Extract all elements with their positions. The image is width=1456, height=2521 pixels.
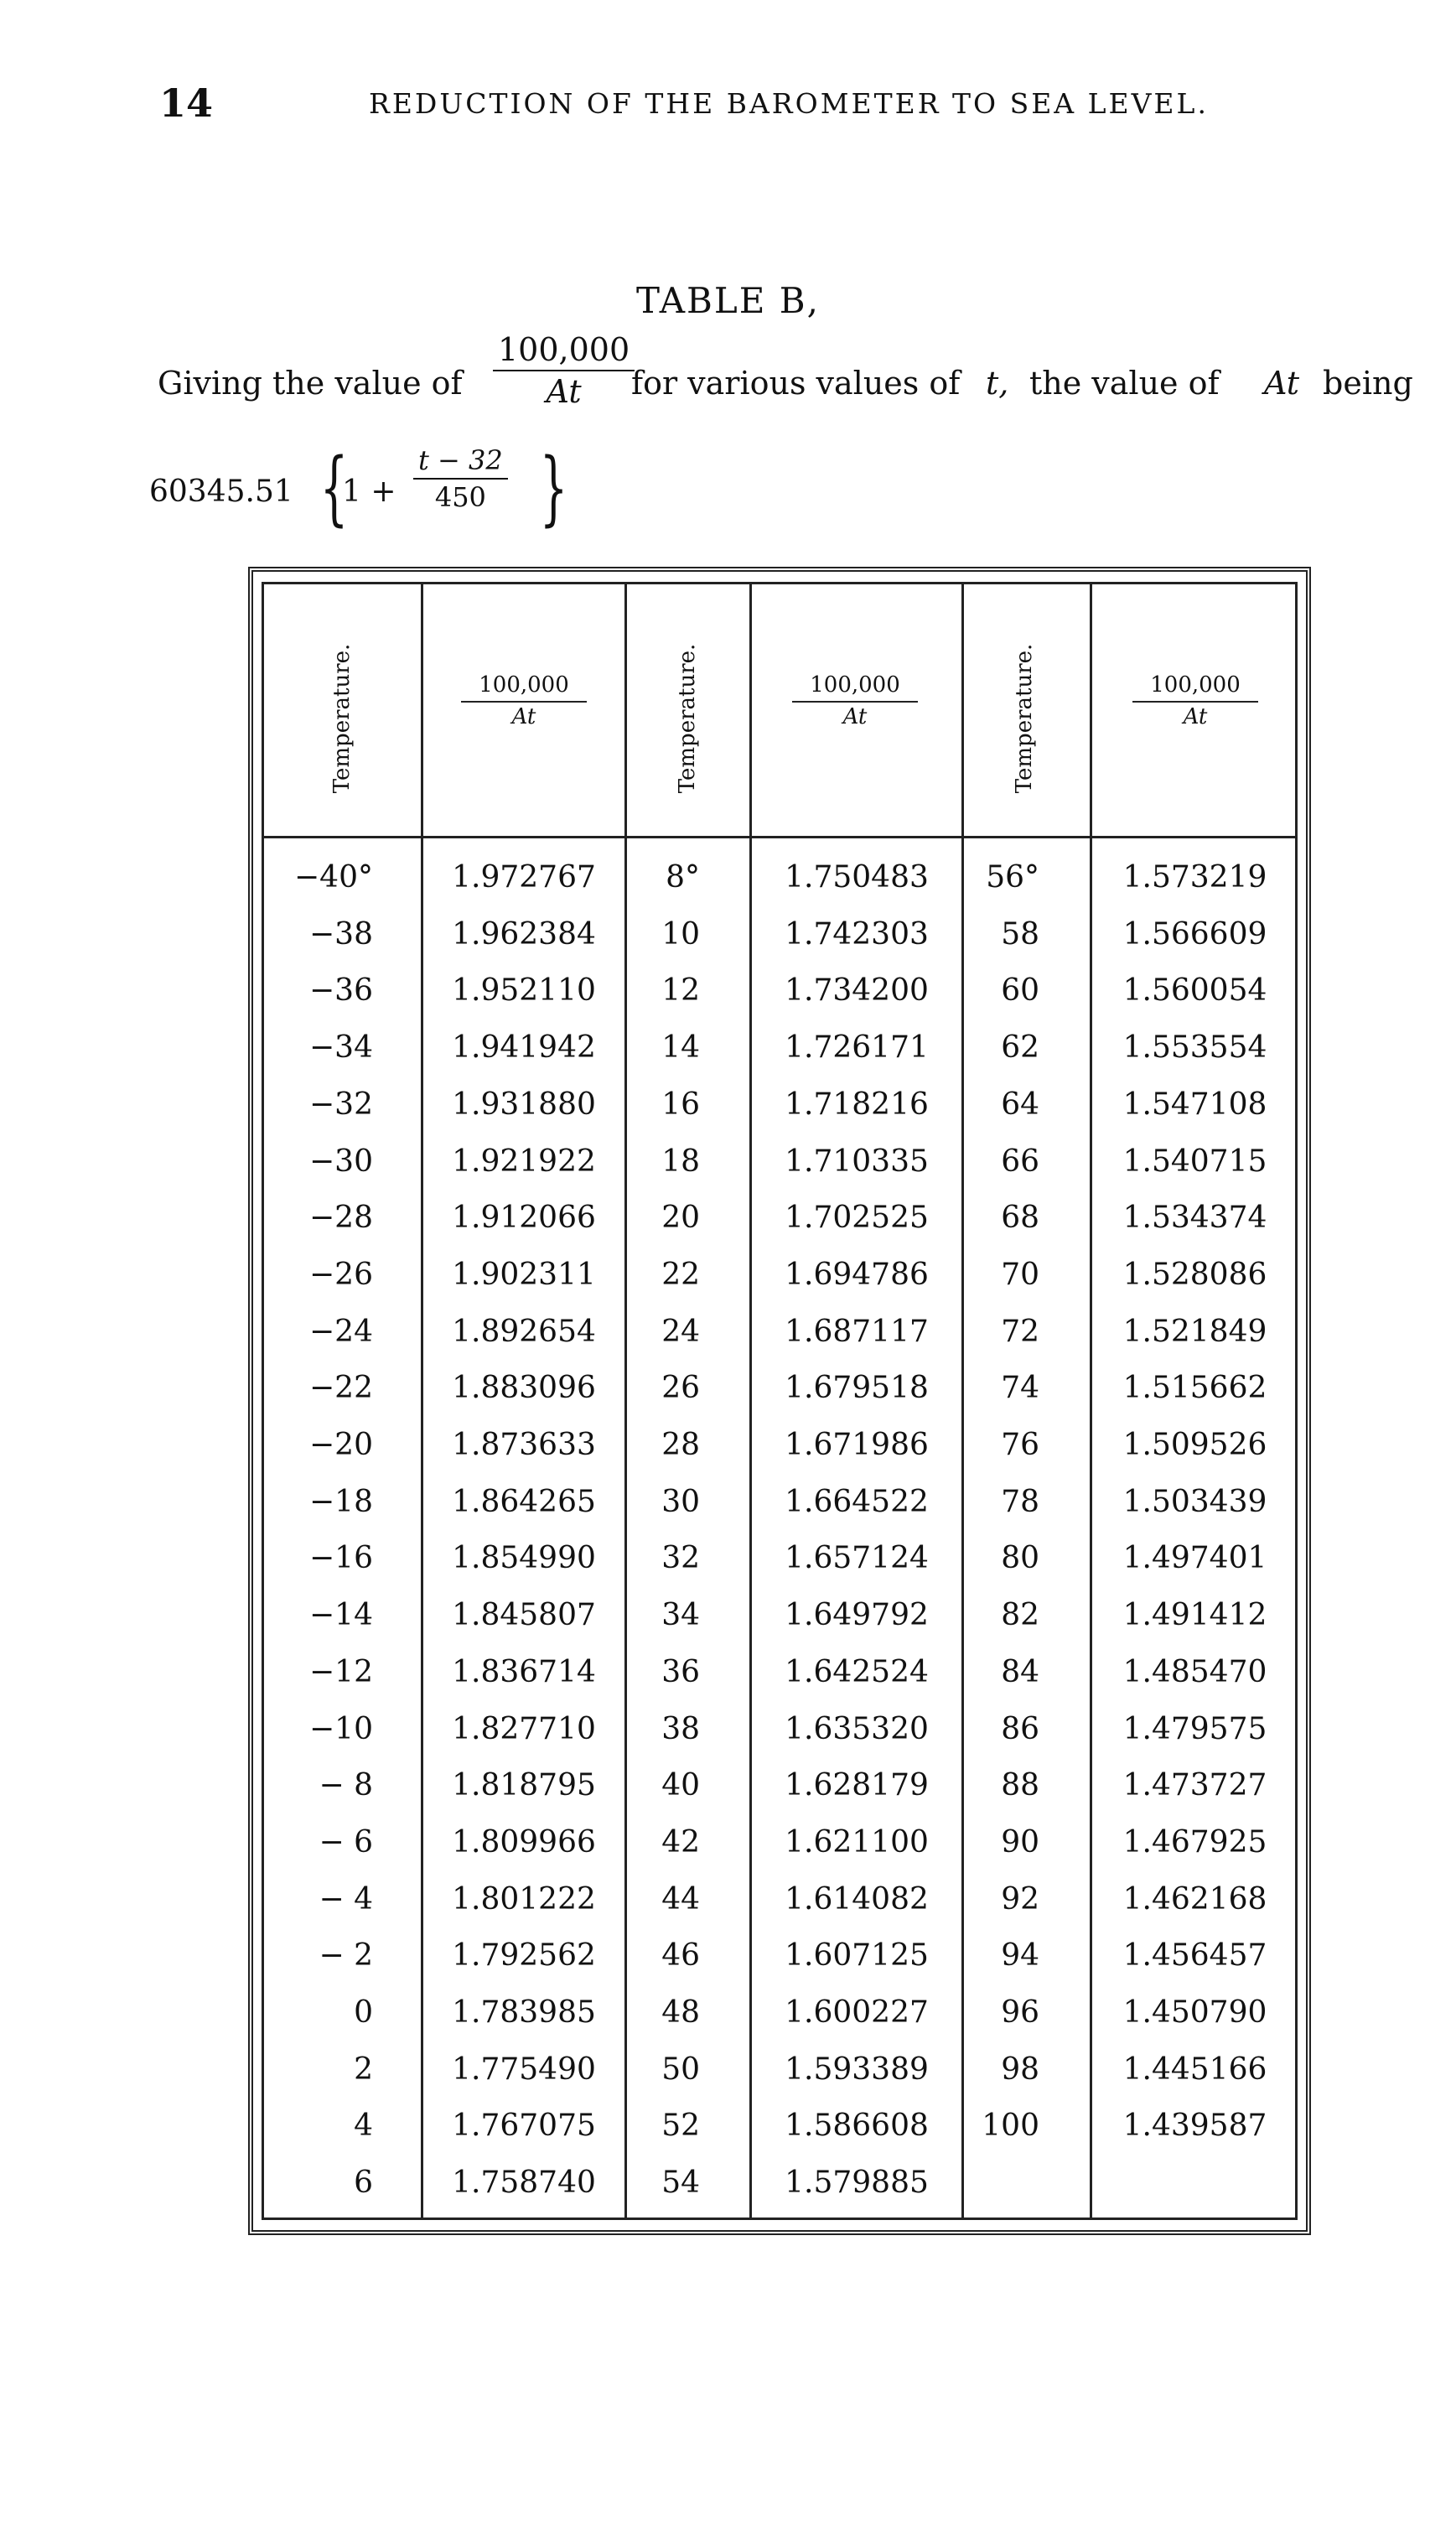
temperature-cell: −16: [309, 1541, 373, 1576]
value-header-denominator: At: [511, 704, 536, 729]
value-cell: 1.607125: [785, 1938, 929, 1974]
temperature-cell: −36: [309, 973, 373, 1009]
value-cell: 1.473727: [1122, 1768, 1267, 1803]
temperature-cell: 12: [661, 973, 700, 1009]
temperature-cell: 72: [1001, 1314, 1039, 1349]
intro-fraction-denominator: At: [546, 373, 582, 410]
value-header: [792, 672, 918, 729]
value-cell: 1.734200: [785, 973, 929, 1009]
temperature-cell: 100: [982, 2109, 1039, 2144]
temperature-cell: 88: [1001, 1768, 1039, 1803]
value-cell: 1.664522: [785, 1484, 929, 1519]
value-cell: 1.750483: [785, 860, 929, 895]
value-cell: 1.534374: [1122, 1201, 1267, 1236]
temperature-cell: 34: [661, 1598, 700, 1633]
temperature-cell: 70: [1001, 1257, 1039, 1292]
value-header-denominator: At: [1183, 704, 1208, 729]
value-cell: 1.827710: [452, 1711, 596, 1746]
temperature-cell: 66: [1001, 1144, 1039, 1179]
intro-being: being: [1323, 365, 1413, 402]
value-cell: 1.902311: [452, 1257, 596, 1292]
temperature-header: [999, 618, 1049, 819]
value-cell: 1.649792: [785, 1598, 929, 1633]
value-cell: 1.931880: [452, 1087, 596, 1122]
table-frame: [248, 567, 1311, 2235]
intro-the-value-of: the value of: [1029, 365, 1220, 402]
value-header-numerator: 100,000: [1150, 672, 1241, 698]
value-cell: 1.614082: [785, 1881, 929, 1917]
temperature-cell: 40: [661, 1768, 700, 1803]
value-cell: 1.515662: [1122, 1371, 1267, 1406]
temperature-cell: −14: [309, 1598, 373, 1633]
temperature-cell: 28: [661, 1428, 700, 1462]
value-cell: 1.783985: [452, 1995, 596, 2030]
value-cell: 1.801222: [452, 1881, 596, 1917]
temperature-cell: 32: [661, 1541, 700, 1576]
temperature-cell: 2: [354, 2052, 373, 2087]
temperature-cell: 94: [1001, 1938, 1039, 1974]
temperature-cell: 30: [661, 1484, 700, 1519]
value-cell: 1.710335: [785, 1144, 929, 1179]
value-cell: 1.718216: [785, 1087, 929, 1122]
page-number: 14: [159, 80, 214, 126]
value-cell: 1.497401: [1122, 1541, 1267, 1576]
header-rule: [264, 836, 1295, 838]
value-cell: 1.450790: [1122, 1995, 1267, 2030]
value-cell: 1.485470: [1122, 1654, 1267, 1689]
value-cell: 1.836714: [452, 1654, 596, 1689]
temperature-header-label: Temperature.: [675, 643, 700, 794]
value-cell: 1.921922: [452, 1144, 596, 1179]
temperature-header: [317, 618, 367, 819]
temperature-cell: 36: [661, 1654, 700, 1689]
temperature-cell: −10: [309, 1711, 373, 1746]
temperature-cell: −30: [309, 1144, 373, 1179]
temperature-cell: 50: [661, 2052, 700, 2087]
value-cell: 1.767075: [452, 2109, 596, 2144]
value-cell: 1.892654: [452, 1314, 596, 1349]
formula-constant: 60345.51: [149, 475, 293, 509]
temperature-cell: 4: [354, 2109, 373, 2144]
value-cell: 1.912066: [452, 1201, 596, 1236]
temperature-cell: 26: [661, 1371, 700, 1406]
value-cell: 1.467925: [1122, 1824, 1267, 1860]
temperature-cell: 64: [1001, 1087, 1039, 1122]
value-cell: 1.628179: [785, 1768, 929, 1803]
temperature-cell: 84: [1001, 1654, 1039, 1689]
value-cell: 1.593389: [785, 2052, 929, 2087]
value-cell: 1.521849: [1122, 1314, 1267, 1349]
intro-fraction-numerator: 100,000: [498, 331, 630, 368]
intro-sentence: [149, 331, 1413, 440]
value-cell: 1.687117: [785, 1314, 929, 1349]
temperature-cell: 22: [661, 1257, 700, 1292]
temperature-cell: 24: [661, 1314, 700, 1349]
temperature-cell: 8°: [666, 860, 700, 895]
formula-inner-denominator: 450: [434, 481, 486, 513]
value-cell: 1.792562: [452, 1938, 596, 1974]
value-cell: 1.553554: [1122, 1030, 1267, 1066]
left-brace-icon: {: [319, 441, 349, 535]
value-header: [1132, 672, 1258, 729]
temperature-cell: 56°: [986, 860, 1039, 895]
temperature-cell: 86: [1001, 1711, 1039, 1746]
value-cell: 1.952110: [452, 973, 596, 1009]
temperature-cell: −22: [309, 1371, 373, 1406]
value-cell: 1.642524: [785, 1654, 929, 1689]
value-cell: 1.818795: [452, 1768, 596, 1803]
value-cell: 1.864265: [452, 1484, 596, 1519]
column-rule: [624, 584, 627, 2218]
temperature-cell: 60: [1001, 973, 1039, 1009]
temperature-cell: −38: [309, 916, 373, 952]
formula-inner-numerator: t − 32: [418, 444, 503, 476]
temperature-cell: 38: [661, 1711, 700, 1746]
intro-at: At: [1264, 365, 1300, 402]
temperature-cell: 92: [1001, 1881, 1039, 1917]
intro-t: t,: [986, 365, 1009, 402]
value-cell: 1.456457: [1122, 1938, 1267, 1974]
value-cell: 1.758740: [452, 2166, 596, 2201]
data-table: [262, 582, 1298, 2220]
value-header-numerator: 100,000: [479, 672, 569, 698]
value-cell: 1.702525: [785, 1201, 929, 1236]
temperature-cell: 96: [1001, 1995, 1039, 2030]
running-title: REDUCTION OF THE BAROMETER TO SEA LEVEL.: [369, 87, 1209, 120]
temperature-cell: 82: [1001, 1598, 1039, 1633]
value-cell: 1.962384: [452, 916, 596, 952]
value-cell: 1.679518: [785, 1371, 929, 1406]
temperature-cell: − 2: [319, 1938, 373, 1974]
table-title: TABLE B,: [635, 280, 821, 321]
temperature-cell: −18: [309, 1484, 373, 1519]
value-header-numerator: 100,000: [810, 672, 900, 698]
right-brace-icon: }: [539, 441, 568, 535]
formula-inner-fraction: [413, 444, 508, 513]
temperature-cell: 54: [661, 2166, 700, 2201]
temperature-cell: 6: [354, 2166, 373, 2201]
temperature-header-label: Temperature.: [329, 643, 355, 794]
value-header: [461, 672, 587, 729]
value-cell: 1.586608: [785, 2109, 929, 2144]
value-cell: 1.775490: [452, 2052, 596, 2087]
temperature-cell: 98: [1001, 2052, 1039, 2087]
temperature-cell: −12: [309, 1654, 373, 1689]
temperature-cell: −32: [309, 1087, 373, 1122]
temperature-cell: −26: [309, 1257, 373, 1292]
value-cell: 1.509526: [1122, 1428, 1267, 1462]
value-cell: 1.845807: [452, 1598, 596, 1633]
temperature-cell: −28: [309, 1201, 373, 1236]
value-cell: 1.621100: [785, 1824, 929, 1860]
intro-for-various: for various values of: [631, 365, 961, 402]
temperature-cell: 76: [1001, 1428, 1039, 1462]
value-cell: 1.439587: [1122, 2109, 1267, 2144]
temperature-cell: 14: [661, 1030, 700, 1066]
value-cell: 1.694786: [785, 1257, 929, 1292]
value-cell: 1.671986: [785, 1428, 929, 1462]
value-cell: 1.445166: [1122, 2052, 1267, 2087]
value-cell: 1.566609: [1122, 916, 1267, 952]
temperature-cell: 46: [661, 1938, 700, 1974]
value-cell: 1.883096: [452, 1371, 596, 1406]
value-cell: 1.503439: [1122, 1484, 1267, 1519]
value-cell: 1.540715: [1122, 1144, 1267, 1179]
intro-fraction: [493, 331, 635, 410]
value-cell: 1.528086: [1122, 1257, 1267, 1292]
formula-one-plus: 1 +: [342, 475, 396, 509]
temperature-cell: 48: [661, 1995, 700, 2030]
value-cell: 1.809966: [452, 1824, 596, 1860]
temperature-cell: 20: [661, 1201, 700, 1236]
temperature-cell: 52: [661, 2109, 700, 2144]
value-cell: 1.491412: [1122, 1598, 1267, 1633]
formula: [149, 441, 736, 537]
temperature-cell: −24: [309, 1314, 373, 1349]
value-cell: 1.972767: [452, 860, 596, 895]
temperature-cell: 62: [1001, 1030, 1039, 1066]
value-cell: 1.560054: [1122, 973, 1267, 1009]
temperature-cell: 16: [661, 1087, 700, 1122]
temperature-cell: − 6: [319, 1824, 373, 1860]
value-cell: 1.600227: [785, 1995, 929, 2030]
temperature-cell: 18: [661, 1144, 700, 1179]
temperature-cell: −40°: [294, 860, 373, 895]
temperature-cell: 10: [661, 916, 700, 952]
temperature-cell: 42: [661, 1824, 700, 1860]
value-cell: 1.873633: [452, 1428, 596, 1462]
temperature-cell: − 8: [319, 1768, 373, 1803]
value-cell: 1.462168: [1122, 1881, 1267, 1917]
value-cell: 1.479575: [1122, 1711, 1267, 1746]
temperature-cell: −20: [309, 1428, 373, 1462]
temperature-cell: −34: [309, 1030, 373, 1066]
value-cell: 1.941942: [452, 1030, 596, 1066]
temperature-cell: 74: [1001, 1371, 1039, 1406]
temperature-cell: 68: [1001, 1201, 1039, 1236]
temperature-cell: 44: [661, 1881, 700, 1917]
value-cell: 1.579885: [785, 2166, 929, 2201]
temperature-header-label: Temperature.: [1012, 643, 1037, 794]
temperature-cell: 80: [1001, 1541, 1039, 1576]
temperature-cell: 0: [354, 1995, 373, 2030]
value-cell: 1.573219: [1122, 860, 1267, 895]
value-header-denominator: At: [842, 704, 868, 729]
value-cell: 1.742303: [785, 916, 929, 952]
intro-giving: Giving the value of: [158, 365, 463, 402]
value-cell: 1.657124: [785, 1541, 929, 1576]
value-cell: 1.854990: [452, 1541, 596, 1576]
temperature-cell: 90: [1001, 1824, 1039, 1860]
value-cell: 1.726171: [785, 1030, 929, 1066]
temperature-header: [662, 618, 712, 819]
temperature-cell: − 4: [319, 1881, 373, 1917]
temperature-cell: 78: [1001, 1484, 1039, 1519]
temperature-cell: 58: [1001, 916, 1039, 952]
column-rule: [961, 584, 964, 2218]
value-cell: 1.547108: [1122, 1087, 1267, 1122]
value-cell: 1.635320: [785, 1711, 929, 1746]
